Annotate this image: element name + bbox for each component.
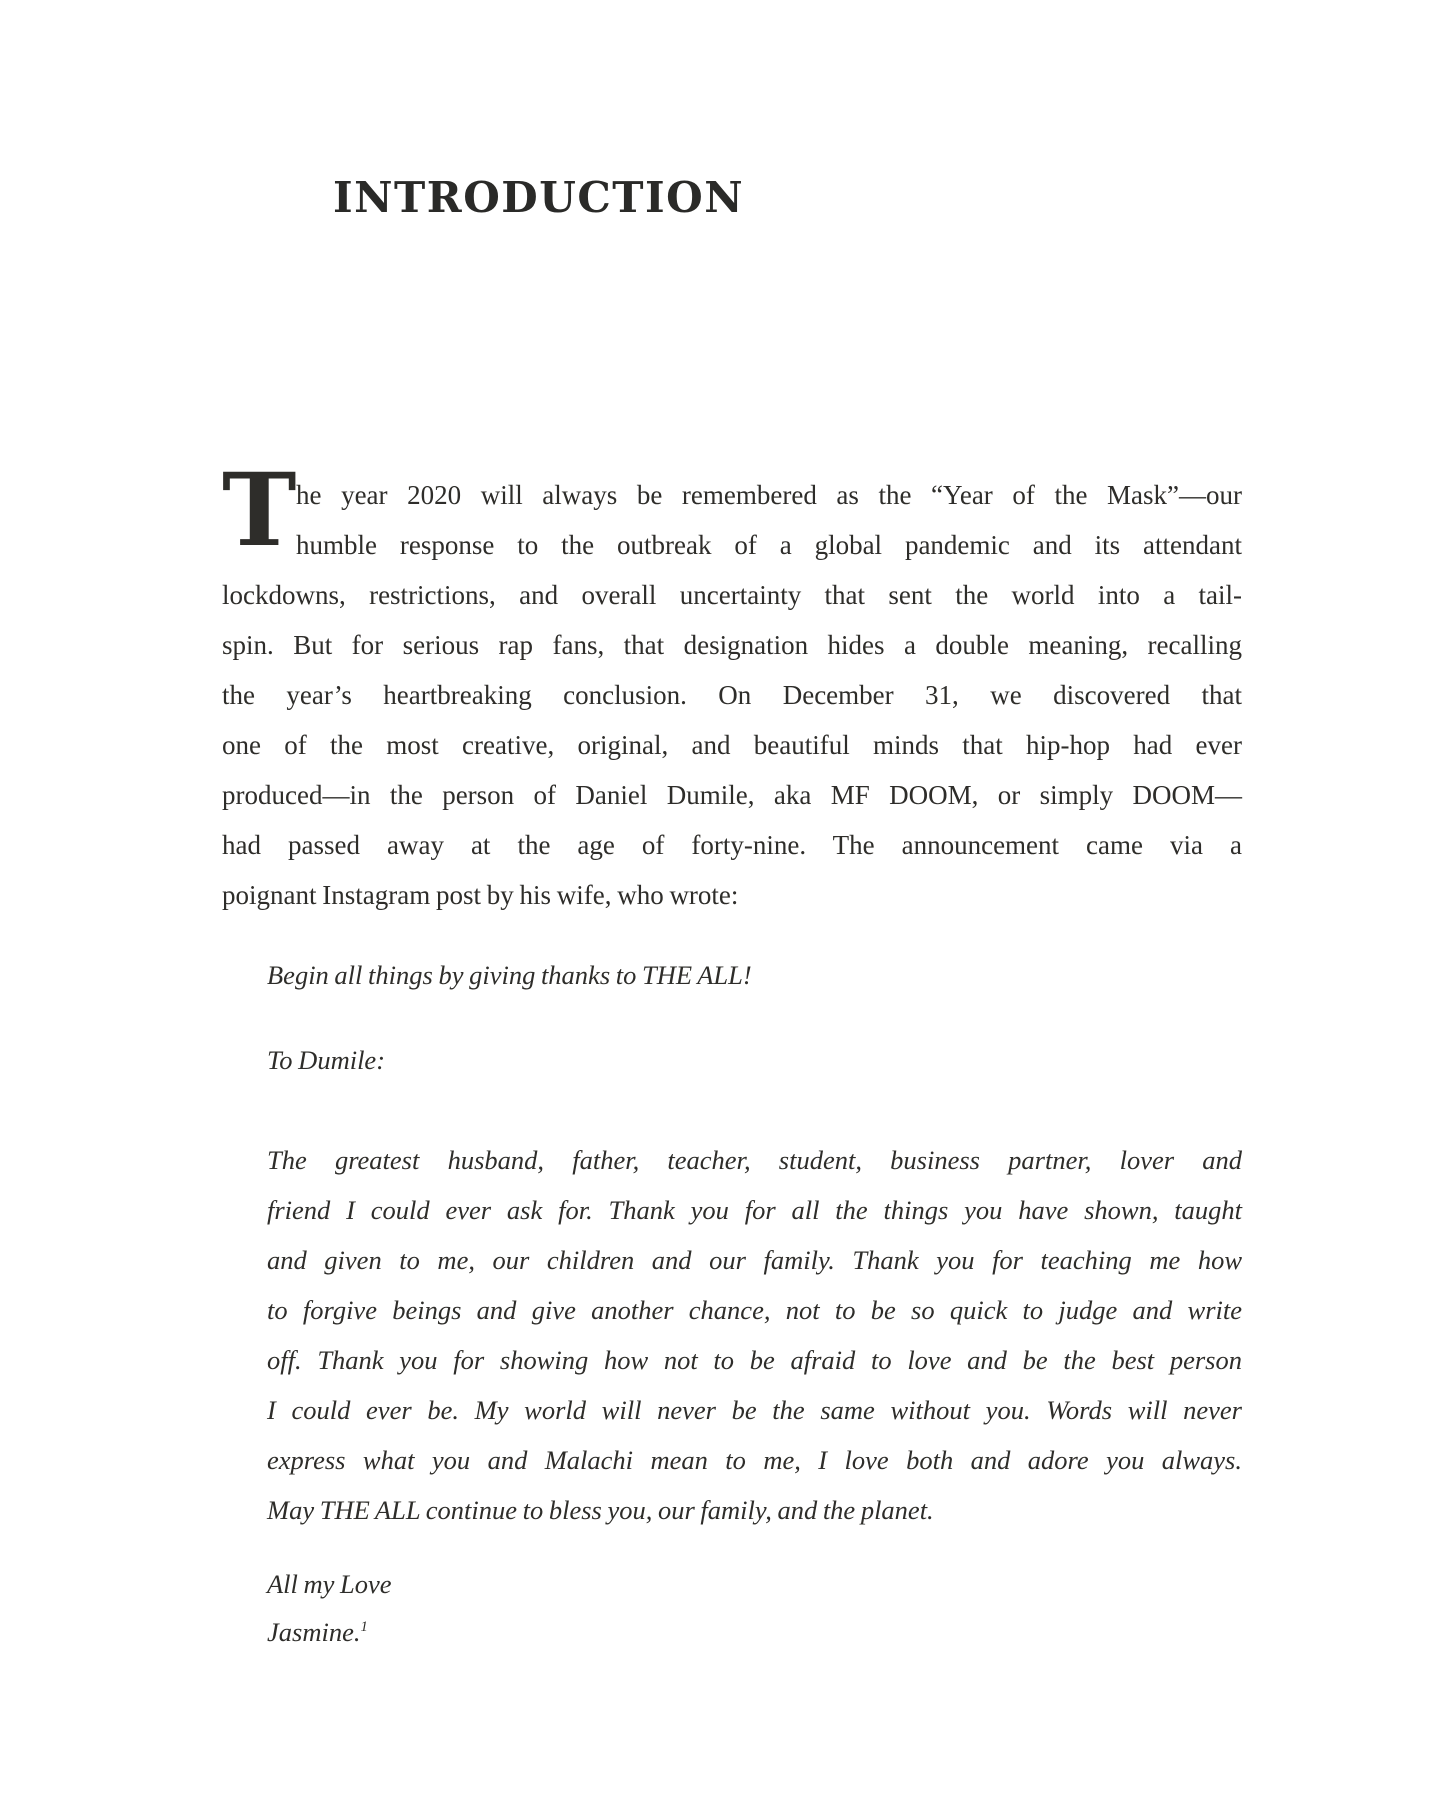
text-line: The greatest husband, father, teacher, student, business partner, lover and bbox=[267, 1145, 1242, 1175]
text-line: had passed away at the age of forty-nine. The announcement came via a bbox=[222, 830, 1242, 860]
drop-cap: T bbox=[222, 451, 297, 569]
quote-opening-line: Begin all things by giving thanks to THE ALL! bbox=[267, 960, 752, 990]
closing-line-1: All my Love bbox=[267, 1569, 392, 1599]
text-line: he year 2020 will always be remembered as the “Year of the Mask”—our bbox=[296, 480, 1242, 510]
text-line: express what you and Malachi mean to me, I love both and adore you always. bbox=[267, 1445, 1242, 1475]
text-line: spin. But for serious rap fans, that designation hides a double meaning, recalling bbox=[222, 630, 1242, 660]
closing-line-2 bbox=[267, 1608, 1242, 1656]
footnote-reference: 1 bbox=[360, 1619, 368, 1636]
text-line: one of the most creative, original, and beautiful minds that hip-hop had ever bbox=[222, 730, 1242, 760]
text-line: the year’s heartbreaking conclusion. On December 31, we discovered that bbox=[222, 680, 1242, 710]
text-line: and given to me, our children and our family. Thank you for teaching me how bbox=[267, 1245, 1242, 1275]
text-line: off. Thank you for showing how not to be afraid to love and be the best person bbox=[267, 1345, 1242, 1375]
text-line: poignant Instagram post by his wife, who wrote: bbox=[222, 880, 739, 910]
quote-salutation: To Dumile: bbox=[267, 1045, 386, 1075]
intro-paragraph-lines bbox=[222, 451, 1242, 920]
quote-paragraph bbox=[267, 1135, 1242, 1535]
text-line: May THE ALL continue to bless you, our family, and the planet. bbox=[267, 1495, 934, 1525]
chapter-title: INTRODUCTION bbox=[333, 173, 745, 223]
text-line: friend I could ever ask for. Thank you for all the things you have shown, taught bbox=[267, 1195, 1242, 1225]
text-line: to forgive beings and give another chance, not to be so quick to judge and write bbox=[267, 1295, 1242, 1325]
closing-signature: Jasmine. bbox=[267, 1617, 361, 1647]
quote-closing bbox=[267, 1560, 1242, 1656]
text-line: produced—in the person of Daniel Dumile, aka MF DOOM, or simply DOOM— bbox=[222, 780, 1242, 810]
intro-paragraph bbox=[222, 451, 1242, 920]
text-line: I could ever be. My world will never be the same without you. Words will never bbox=[267, 1395, 1242, 1425]
text-line: humble response to the outbreak of a global pandemic and its attendant bbox=[296, 530, 1242, 560]
text-line: lockdowns, restrictions, and overall uncertainty that sent the world into a tail- bbox=[222, 580, 1242, 610]
